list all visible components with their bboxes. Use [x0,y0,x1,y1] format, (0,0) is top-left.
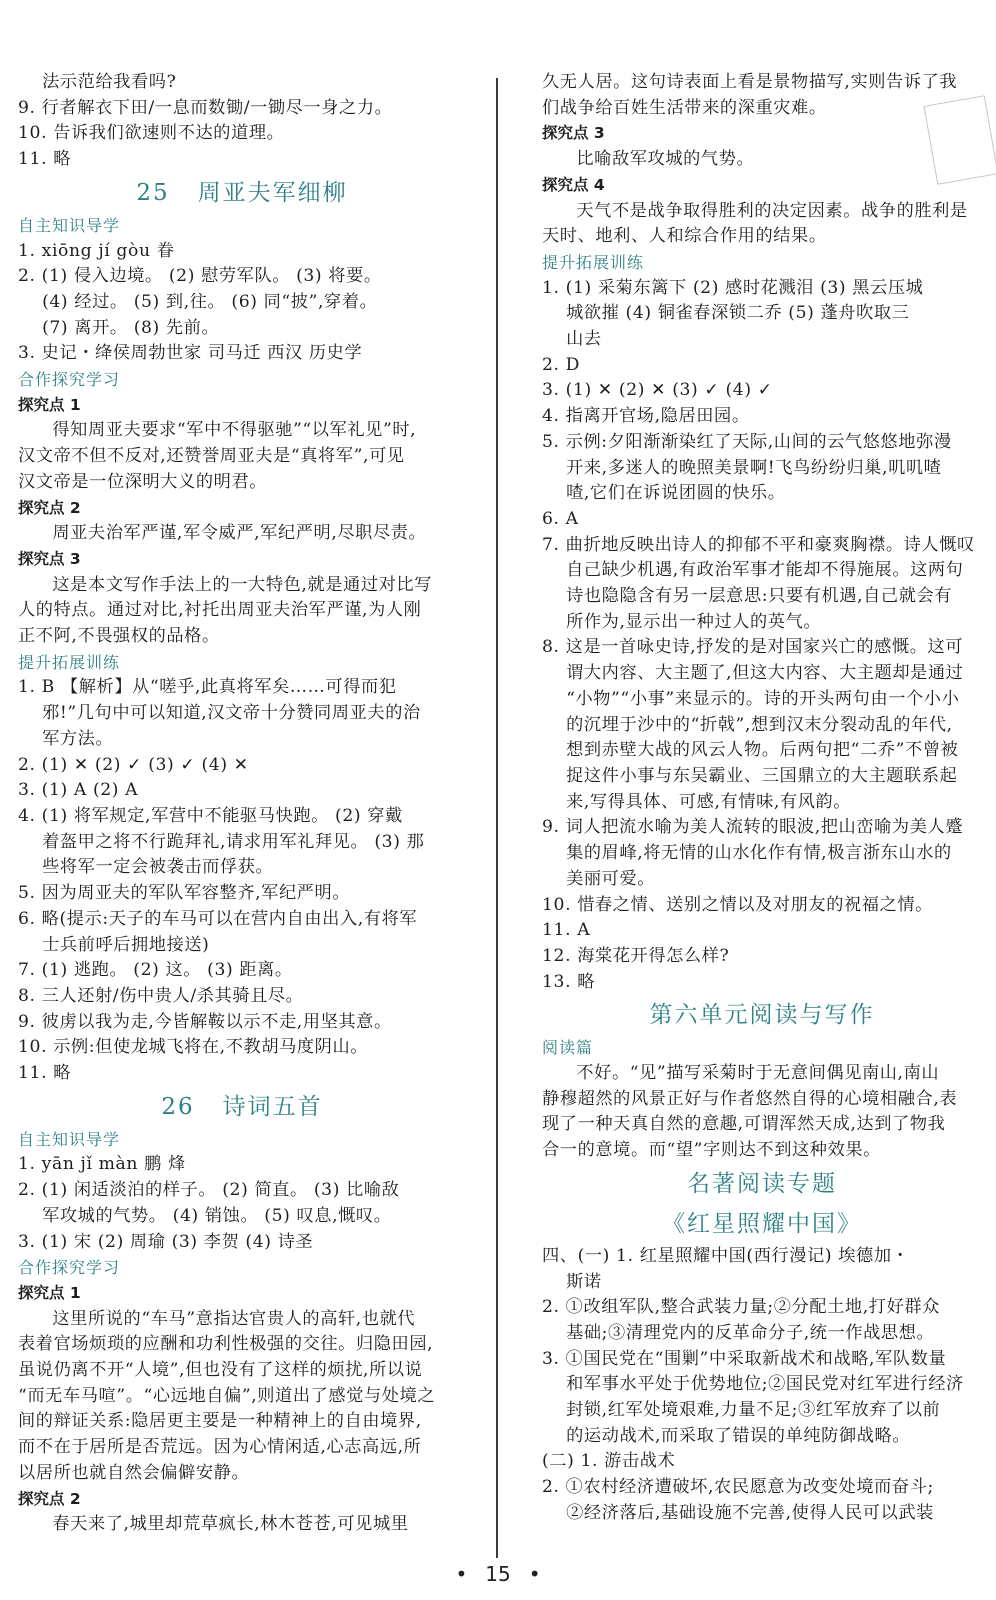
text-line: 7. 曲折地反映出诗人的抑郁不平和豪爽胸襟。诗人慨叹 [542,534,975,555]
text-line: 正不阿,不畏强权的品格。 [18,626,220,647]
inquiry-point-label: 探究点 4 [542,175,605,194]
text-line: 10. 示例:但使龙城飞将在,不教胡马度阴山。 [18,1037,369,1058]
section-title [542,995,982,1035]
text-line: 法示范给我看吗? [42,72,177,92]
subsection-heading: 提升拓展训练 [542,252,645,272]
text-line: 基础;③清理党内的反革命分子,统一作战思想。 [566,1322,935,1343]
section-title [542,1204,982,1244]
page-number-dot-right: • [528,1562,541,1586]
text-line: 2. ①农村经济遭破坏,农民愿意为改变处境而奋斗; [542,1477,934,1498]
text-line: 想到赤壁大战的风云人物。后两句把“二乔”不曾被 [566,740,959,761]
text-line: 山去 [566,329,602,350]
text-line: 3. (1) ✕ (2) ✕ (3) ✓ (4) ✓ [542,380,773,401]
text-line: 2. ①改组军队,整合武装力量;②分配土地,打好群众 [542,1297,940,1318]
text-line: 久无人居。这句诗表面上看是景物描写,实则告诉了我 [542,72,958,92]
text-line: 表着官场烦琐的应酬和功利性极强的交往。归隐田园, [18,1334,434,1355]
text-line: “小物”“小事”来显示的。诗的开头两句由一个小小 [566,688,960,709]
text-line: 间的辩证关系:隐居更主要是一种精神上的自由境界, [18,1411,422,1432]
text-line: 8. 三人还射/伤中贵人/杀其骑且尽。 [18,985,304,1006]
text-line: (二) 1. 游击战术 [542,1451,676,1472]
text-line: 的运动战术,而采取了错误的单纯防御战略。 [566,1425,911,1446]
text-line: 美丽可爱。 [566,868,656,889]
text-line: 邪!”几句中可以知道,汉文帝十分赞同周亚夫的治 [42,703,421,724]
text-line: 3. ①国民党在“围剿”中采取新战术和战略,军队数量 [542,1348,947,1369]
text-line: “而无车马喧”。“心远地自偏”,则道出了感觉与处境之 [18,1385,436,1406]
right-column [542,70,982,1527]
subsection-heading: 自主知识导学 [18,215,121,235]
text-line: 2. (1) 闲适淡泊的样子。 (2) 简直。 (3) 比喻敌 [18,1180,400,1201]
page-number-dot-left: • [455,1562,468,1586]
text-line: 捉这件小事与东吴霸业、三国鼎立的大主题联系起 [566,765,958,786]
text-line: 3. (1) 宋 (2) 周瑜 (3) 李贺 (4) 诗圣 [18,1231,314,1252]
inquiry-point-label: 探究点 1 [18,395,81,414]
text-line: 1. B 【解析】从“嗟乎,此真将军矣……可得而犯 [18,677,397,698]
text-line: 静穆超然的风景正好与作者悠然自得的心境相融合,表 [542,1088,958,1109]
subsection-heading: 合作探究学习 [18,1258,121,1278]
text-line: 1. yān jǐ màn 鹏 烽 [18,1154,186,1175]
text-line: 汉文帝是一位深明大义的明君。 [18,471,268,492]
text-line: 天时、地利、人和综合作用的结果。 [542,226,827,247]
section-title-text: 周亚夫军细柳 [197,179,348,206]
text-line: 喳,它们在诉说团圆的快乐。 [566,483,786,504]
text-line: 诗也隐隐含有另一层意思:只要有机遇,自己就会有 [566,586,953,607]
text-line: 比喻敌军攻城的气势。 [576,149,755,170]
text-line: 这是本文写作手法上的一大特色,就是通过对比写 [52,574,432,595]
text-line: 封锁,红军处境艰难,力量不足;③红军放弃了以前 [566,1400,941,1421]
section-title-text: 第六单元阅读与写作 [649,1002,875,1029]
text-line: 们战争给百姓生活带来的深重灾难。 [542,97,827,118]
text-line: 5. 示例:夕阳渐渐染红了天际,山间的云气悠悠地弥漫 [542,431,952,452]
text-line: 5. 因为周亚夫的军队军容整齐,军纪严明。 [18,883,351,904]
text-line: 人的特点。通过对比,衬托出周亚夫治军严谨,为人刚 [18,600,422,621]
text-line: 而不在于居所是否荒远。因为心情闲适,心志高远,所 [18,1437,422,1458]
inquiry-point-label: 探究点 3 [18,549,81,568]
text-line: 3. (1) A (2) A [18,780,139,801]
text-line: 4. (1) 将军规定,军营中不能驱马快跑。 (2) 穿戴 [18,805,403,826]
text-line: 合一的意境。而“望”字则达不到这种效果。 [542,1140,881,1161]
text-line: 12. 海棠花开得怎么样? [542,945,730,966]
text-line: 8. 这是一首咏史诗,抒发的是对国家兴亡的感慨。这可 [542,637,964,658]
text-line: 2. D [542,354,581,375]
text-line: 虽说仍离不开“人境”,但也没有了这样的烦扰,所以说 [18,1360,423,1381]
text-line: 军方法。 [42,728,114,749]
subsection-heading: 合作探究学习 [18,370,121,390]
section-title [542,1164,982,1204]
text-line: 6. A [542,508,579,529]
stamp-mark [924,95,996,185]
text-line: 6. 略(提示:天子的车马可以在营内自由出入,有将军 [18,908,418,929]
inquiry-point-label: 探究点 3 [542,124,605,143]
text-line: 所作为,显示出一种过人的英气。 [566,611,822,632]
text-line: 13. 略 [542,971,595,992]
text-line: 11. 略 [18,1063,71,1084]
column-divider [496,78,498,1558]
subsection-heading: 自主知识导学 [18,1129,121,1149]
text-line: 11. A [542,920,591,941]
text-line: 得知周亚夫要求“军中不得驱驰”“以军礼见”时, [52,420,417,441]
text-line: 城欲摧 (4) 铜雀春深锁二乔 (5) 蓬舟吹取三 [566,303,910,324]
section-number: 25 [136,179,170,206]
text-line: 天气不是战争取得胜利的决定因素。战争的胜利是 [576,200,968,221]
text-line: (4) 经过。 (5) 到,往。 (6) 同“披”,穿着。 [42,291,378,312]
text-line: 汉文帝不但不反对,还赞誉周亚夫是“真将军”,可见 [18,446,405,467]
page-number [0,1562,996,1586]
text-line: 1. xiōng jí gòu 眷 [18,240,175,261]
text-line: 四、(一) 1. 红星照耀中国(西行漫记) 埃德加・ [542,1245,910,1266]
text-line: 集的眉峰,将无情的山水化作有情,极言浙东山水的 [566,843,952,864]
section-number: 26 [161,1093,195,1120]
text-line: 7. (1) 逃跑。 (2) 这。 (3) 距离。 [18,960,293,981]
text-line: 自己缺少机遇,有政治军事才能却不得施展。这两句 [566,560,964,581]
text-line: 开来,多迷人的晚照美景啊!飞鸟纷纷归巢,叽叽喳 [566,457,942,478]
text-line: 些将军一定会被袭击而俘获。 [42,857,274,878]
text-line: 2. (1) 侵入边境。 (2) 慰劳军队。 (3) 将要。 [18,266,382,287]
text-line: 9. 行者解衣下田/一息而数锄/一锄尽一身之力。 [18,97,393,118]
inquiry-point-label: 探究点 2 [18,498,81,517]
text-line: 士兵前呼后拥地接送) [42,934,210,955]
section-title-text: 诗词五首 [222,1093,323,1120]
text-line: 11. 略 [18,149,71,170]
text-line: 9. 词人把流水喻为美人流转的眼波,把山峦喻为美人蹙 [542,817,964,838]
text-line: 和军事水平处于优势地位;②国民党对红军进行经济 [566,1374,964,1395]
text-line: 不好。“见”描写采菊时于无意间偶见南山,南山 [576,1063,940,1084]
text-line: 以居所也就自然会偏僻安静。 [18,1462,250,1483]
text-line: 春天来了,城里却荒草疯长,林木苍苍,可见城里 [52,1514,409,1535]
section-title [18,1087,466,1127]
text-line: ②经济落后,基础设施不完善,使得人民可以武装 [566,1502,934,1523]
text-line: 3. 史记・绛侯周勃世家 司马迁 西汉 历史学 [18,343,363,364]
text-line: 这里所说的“车马”意指达官贵人的高轩,也就代 [52,1308,416,1329]
text-line: 4. 指离开官场,隐居田园。 [542,406,750,427]
text-line: 10. 惜春之情、送别之情以及对朋友的祝福之情。 [542,894,933,915]
text-line: 2. (1) ✕ (2) ✓ (3) ✓ (4) ✕ [18,754,249,775]
text-line: 1. (1) 采菊东篱下 (2) 感时花溅泪 (3) 黑云压城 [542,277,924,298]
text-line: 现了一种天真自然的意趣,可谓浑然天成,达到了物我 [542,1114,946,1135]
text-line: 谓大内容、大主题了,但这大内容、大主题却是通过 [566,663,964,684]
text-line: 10. 告诉我们欲速则不达的道理。 [18,123,285,144]
inquiry-point-label: 探究点 1 [18,1283,81,1302]
text-line: 的沉埋于沙中的“折戟”,想到汉末分裂动乱的年代, [566,714,953,735]
section-title-text: 《红星照耀中国》 [662,1210,862,1237]
text-line: 斯诺 [566,1271,602,1292]
text-line: 周亚夫治军严谨,军令威严,军纪严明,尽职尽责。 [52,523,427,544]
left-column [18,70,466,1538]
text-line: 9. 彼虏以我为走,今皆解鞍以示不走,用坚其意。 [18,1011,392,1032]
page-number-value: 15 [485,1562,511,1586]
text-line: 军攻城的气势。 (4) 销蚀。 (5) 叹息,慨叹。 [42,1205,392,1226]
section-title [18,173,466,213]
text-line: (7) 离开。 (8) 先前。 [42,317,220,338]
inquiry-point-label: 探究点 2 [18,1489,81,1508]
text-line: 着盔甲之将不行跪拜礼,请求用军礼拜见。 (3) 那 [42,831,425,852]
text-line: 来,写得具体、可感,有情味,有风韵。 [566,791,852,812]
subsection-heading: 提升拓展训练 [18,652,121,672]
subsection-heading: 阅读篇 [542,1038,594,1058]
section-title-text: 名著阅读专题 [687,1170,837,1197]
